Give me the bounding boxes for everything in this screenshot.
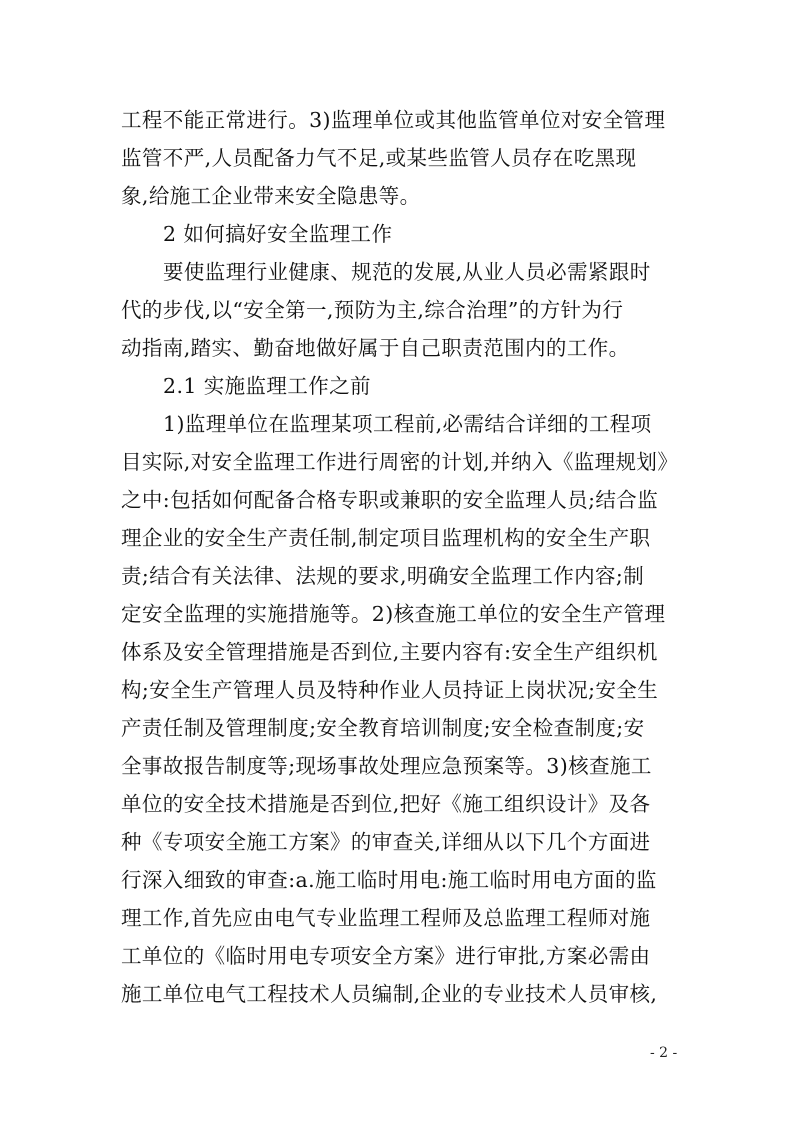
text-line: 动指南,踏实、勤奋地做好属于自己职责范围内的工作。 (121, 336, 630, 360)
text-line: 理工作,首先应由电气专业监理工程师及总监理工程师对施 (121, 906, 651, 930)
text-line: 工程不能正常进行。3)监理单位或其他监管单位对安全管理 (121, 108, 666, 132)
text-line: 目实际,对安全监理工作进行周密的计划,并纳入《监理规划》 (121, 450, 679, 474)
text-line: 象,给施工企业带来安全隐患等。 (121, 184, 421, 208)
text-line: 全事故报告制度等;现场事故处理应急预案等。3)核查施工 (121, 754, 652, 778)
text-line: 体系及安全管理措施是否到位,主要内容有:安全生产组织机 (121, 640, 658, 664)
body-text (121, 101, 679, 1013)
text-line: 理企业的安全生产责任制,制定项目监理机构的安全生产职 (121, 526, 651, 550)
text-line: 工单位的《临时用电专项安全方案》进行审批,方案必需由 (121, 944, 651, 968)
text-line: 产责任制及管理制度;安全教育培训制度;安全检查制度;安 (121, 716, 645, 740)
text-line: 行深入细致的审查:a.施工临时用电:施工临时用电方面的监 (121, 868, 657, 892)
text-line: 监管不严,人员配备力气不足,或某些监管人员存在吃黑现 (121, 146, 637, 170)
text-line: 要使监理行业健康、规范的发展,从业人员必需紧跟时 (163, 260, 651, 284)
text-line: 之中:包括如何配备合格专职或兼职的安全监理人员;结合监 (121, 488, 659, 512)
text-line: 代的步伐,以“安全第一,预防为主,综合治理”的方针为行 (121, 298, 624, 322)
text-line: 构;安全生产管理人员及特种作业人员持证上岗状况;安全生 (121, 678, 659, 702)
text-line: 施工单位电气工程技术人员编制,企业的专业技术人员审核, (121, 982, 658, 1006)
subsection-heading: 2.1 实施监理工作之前 (163, 374, 371, 398)
section-heading: 2 如何搞好安全监理工作 (163, 222, 393, 246)
text-line: 1)监理单位在监理某项工程前,必需结合详细的工程项 (163, 412, 652, 436)
text-line: 定安全监理的实施措施等。2)核查施工单位的安全生产管理 (121, 602, 666, 626)
page-number: - 2 - (650, 1045, 678, 1061)
text-line: 责;结合有关法律、法规的要求,明确安全监理工作内容;制 (121, 564, 645, 588)
text-line: 单位的安全技术措施是否到位,把好《施工组织设计》及各 (121, 792, 651, 816)
text-line: 种《专项安全施工方案》的审查关,详细从以下几个方面进 (121, 830, 651, 854)
